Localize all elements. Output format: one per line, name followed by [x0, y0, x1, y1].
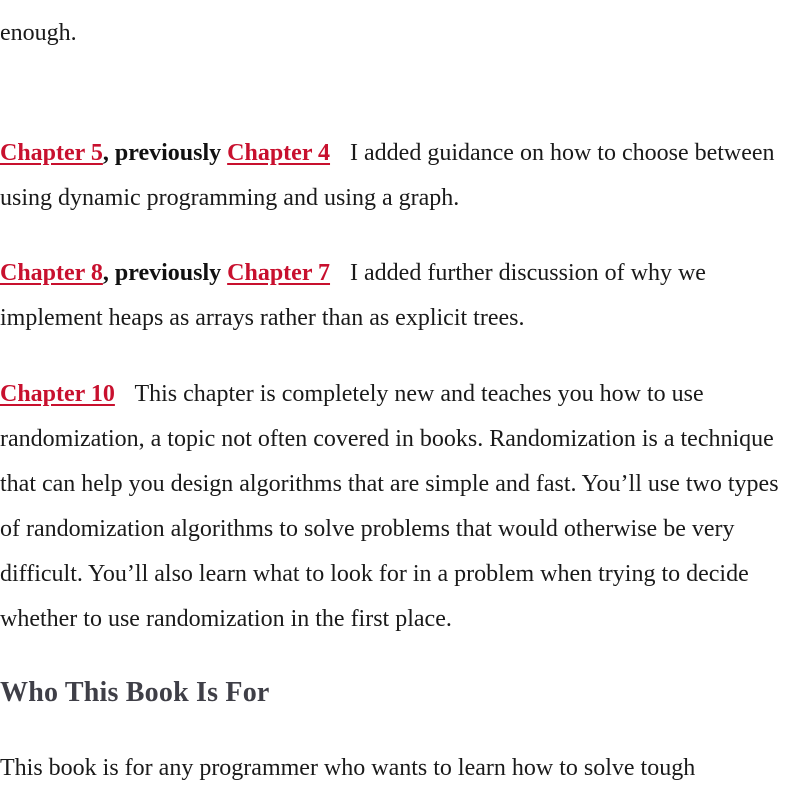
chapter-10-link[interactable]: Chapter 10 [0, 381, 115, 407]
chapter-8-link[interactable]: Chapter 8 [0, 260, 103, 286]
entry-description: I added further discussion of why we implement heaps as arrays rather than as explicit trees. [0, 260, 706, 331]
section-heading: Who This Book Is For [0, 677, 270, 708]
paragraph-line: enough. [0, 20, 77, 46]
chapter-4-link[interactable]: Chapter 4 [227, 140, 331, 166]
paragraph-previous [0, 0, 800, 56]
chapter-5-link[interactable]: Chapter 5 [0, 140, 103, 166]
changelog-entry-chapter-5 [0, 131, 800, 221]
changelog-entry-chapter-10 [0, 372, 800, 642]
previously-label: , previously [102, 260, 228, 286]
intro-paragraph [0, 746, 800, 791]
entry-description: This chapter is completely new and teaches you how to use randomization, a topic not often covered in books. Randomization is a technique that can help you design algorithms that are simple and fast. You’ll use two types of randomization algorithms to solve problems that would otherwise be very difficult. You’ll also learn what to look for in a problem when trying to decide whether to use randomization in the first place. [0, 381, 779, 632]
intro-line: This book is for any programmer who wants to learn how to solve tough [0, 755, 696, 781]
entry-description: I added guidance on how to choose between using dynamic programming and using a graph. [0, 140, 775, 211]
previously-label: , previously [102, 140, 228, 166]
changelog-entry-chapter-8 [0, 251, 800, 341]
chapter-7-link[interactable]: Chapter 7 [227, 260, 331, 286]
paragraph-line [0, 0, 693, 1]
